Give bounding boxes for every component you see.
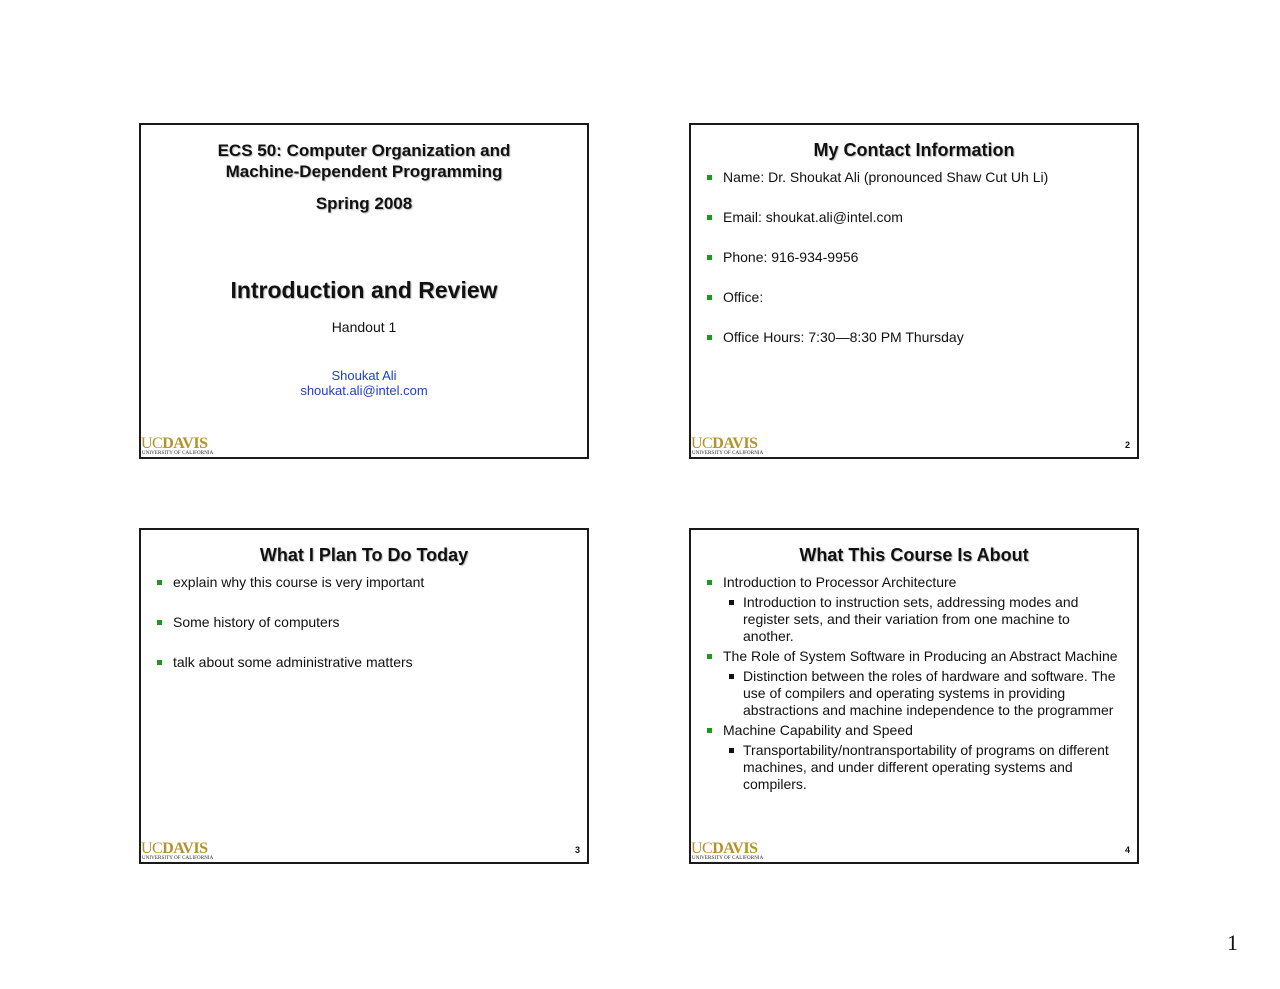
course-topics-list [705,574,1123,793]
list-item: Some history of computers [155,614,577,631]
course-title [141,140,587,182]
ucdavis-logo: UCDAVIS UNIVERSITY OF CALIFORNIA [691,435,764,456]
slide-4 [689,528,1139,864]
sub-list-item: Distinction between the roles of hardware and software. The use of compilers and operating systems in providing abstractions and machine independence to the programmer [705,668,1123,719]
list-item: Name: Dr. Shoukat Ali (pronounced Shaw Cut Uh Li) [705,169,1127,186]
slide-number: 3 [574,845,580,855]
lecture-heading: Introduction and Review [230,277,498,303]
list-item: The Role of System Software in Producing an Abstract Machine [705,648,1123,665]
slide-title: What This Course Is About [799,545,1029,565]
sub-list-item: Transportability/nontransportability of programs on different machines, and under different operating systems and compilers. [705,742,1123,793]
course-title-line2: Machine-Dependent Programming [225,162,503,181]
ucdavis-logo: UCDAVIS UNIVERSITY OF CALIFORNIA [141,840,214,861]
handout-page-number: 1 [1227,930,1238,955]
slide-number: 4 [1124,845,1130,855]
slide-1 [139,123,589,459]
ucdavis-logo: UCDAVIS UNIVERSITY OF CALIFORNIA [691,840,764,861]
slide-number: 2 [1124,440,1130,450]
list-item: Email: shoukat.ali@intel.com [705,209,1127,226]
plan-list [155,574,577,671]
list-item: Office Hours: 7:30—8:30 PM Thursday [705,329,1127,346]
ucdavis-logo: UCDAVIS UNIVERSITY OF CALIFORNIA [141,435,214,456]
slide-title: What I Plan To Do Today [259,545,469,565]
list-item: Introduction to Processor Architecture [705,574,1123,591]
sub-list-item: Introduction to instruction sets, addressing modes and register sets, and their variation from one machine to another. [705,594,1123,645]
list-item: Office: [705,289,1127,306]
list-item: Phone: 916-934-9956 [705,249,1127,266]
list-item: explain why this course is very important [155,574,577,591]
list-item: Machine Capability and Speed [705,722,1123,739]
author-email[interactable]: shoukat.ali@intel.com [300,383,428,398]
slide-title: My Contact Information [813,140,1015,160]
list-item: talk about some administrative matters [155,654,577,671]
handout-label: Handout 1 [331,319,397,335]
author-name: Shoukat Ali [331,368,397,383]
course-title-line1: ECS 50: Computer Organization and [217,141,511,160]
contact-list [705,169,1127,346]
slide-2 [689,123,1139,459]
term: Spring 2008 [315,194,413,213]
slide-3 [139,528,589,864]
